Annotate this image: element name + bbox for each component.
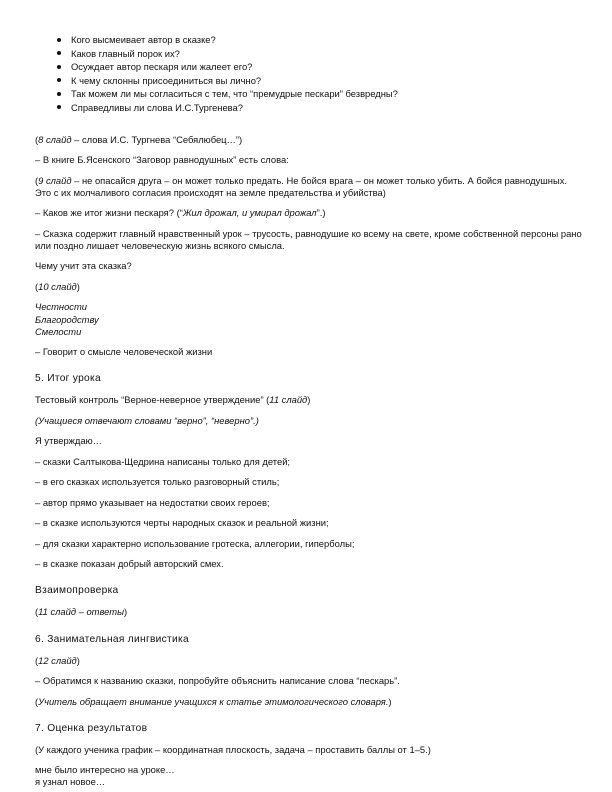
paragraph-result: – Каков же итог жизни пескаря? (“Жил дрожал, и умирал дрожал”.) xyxy=(35,207,326,219)
paragraph-meaning: – Говорит о смысле человеческой жизни xyxy=(35,346,213,358)
bullet-icon xyxy=(57,51,61,55)
bullet-icon xyxy=(57,38,61,42)
paragraph-question: Чему учит эта сказка? xyxy=(35,260,132,272)
paragraph-answers: (11 слайд – ответы) xyxy=(35,606,128,618)
list-item: Каков главный порок их? xyxy=(71,48,585,60)
paragraph-teacher: (Учитель обращает внимание учащихся к статье этимологического словаря.) xyxy=(35,695,392,707)
statement-item: – для сказки характерно использование гротеска, аллегории, гиперболы; xyxy=(35,537,355,549)
bullet-icon xyxy=(57,65,61,69)
bullet-icon xyxy=(57,105,61,109)
closing-line: я узнал новое… xyxy=(35,776,106,788)
paragraph-name-task: – Обратимся к названию сказки, попробуйте объяснить написание слова “пескарь”. xyxy=(35,675,400,687)
bullet-icon xyxy=(57,78,61,82)
list-item: Честности xyxy=(35,301,88,313)
paragraph-graph: (У каждого ученика график – координатная плоскость, задача – проставить баллы от 1–5.) xyxy=(35,743,431,755)
closing-line: мне было интересно на уроке… xyxy=(35,764,175,776)
statement-item: – автор прямо указывает на недостатки своих героев; xyxy=(35,496,270,508)
statement-item: – в сказке показан добрый авторский смех. xyxy=(35,558,224,570)
section-heading-6: 6. Занимательная лингвистика xyxy=(35,633,189,645)
paragraph-yasensky: – В книге Б.Ясенского “Заговор равнодушных” есть слова: xyxy=(35,154,289,166)
section-heading-7: 7. Оценка результатов xyxy=(35,722,148,734)
paragraph-students: (Учащиеся отвечают словами “верно”, “неверно”.) xyxy=(35,414,259,426)
statement-item: – сказки Салтыкова-Щедрина написаны только для детей; xyxy=(35,455,291,467)
list-item: Благородству xyxy=(35,313,99,325)
list-item: К чему склонны присоединиться вы лично? xyxy=(71,75,585,87)
section-heading-mutual-check: Взаимопроверка xyxy=(35,585,119,597)
document-content xyxy=(35,34,585,788)
question-list xyxy=(35,34,585,114)
paragraph-slide-9: (9 слайд – не опасайся друга – он может только предать. Не бойся врага – он может только убить. А бойся равнодушных. Это с их молчаливого согласия происходят на земле предательства и убийства) xyxy=(35,174,567,198)
paragraph-slide-8: (8 слайд – слова И.С. Тургнева “Себялюбец…”) xyxy=(35,133,243,145)
paragraph-lesson: – Сказка содержит главный нравственный урок – трусость, равнодушие ко всему на свете, кроме собственной персоны рано или поздно лишает человеческую жизнь всякого смысла. xyxy=(35,227,582,251)
list-item: Справедливы ли слова И.С.Тургенева? xyxy=(71,102,585,114)
list-item: Осуждает автор пескаря или жалеет его? xyxy=(71,61,585,73)
list-item: Кого высмеивает автор в сказке? xyxy=(71,34,585,46)
section-heading-5: 5. Итог урока xyxy=(35,373,101,385)
bullet-icon xyxy=(57,92,61,96)
virtues-list xyxy=(35,301,585,337)
paragraph-claim: Я утверждаю… xyxy=(35,435,103,447)
statement-item: – в сказке используются черты народных сказок и реальной жизни; xyxy=(35,517,329,529)
statement-item: – в его сказках используется только разговорный стиль; xyxy=(35,476,280,488)
paragraph-test: Тестовый контроль “Верное-неверное утверждение” (11 слайд) xyxy=(35,394,311,406)
list-item: Смелости xyxy=(35,325,82,337)
paragraph-slide-10: (10 слайд) xyxy=(35,280,80,292)
list-item: Так можем ли мы согласиться с тем, что “премудрые пескари” безвредны? xyxy=(71,88,585,100)
paragraph-slide-12: (12 слайд) xyxy=(35,654,80,666)
